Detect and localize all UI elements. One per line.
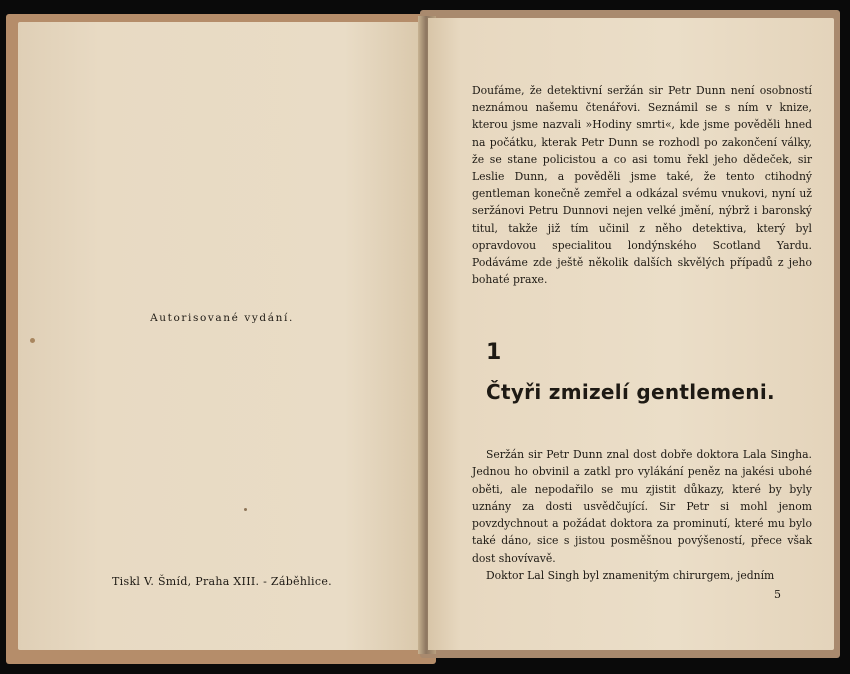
body-paragraph: Seržán sir Petr Dunn znal dost dobře doktora Lala Singha. Jednou ho obvinil a zatkl pro vylákání peněz na jakési ubohé oběti, ale nepodařilo se mu zjistit důkazy, které by byly uznány za dosti usvědčující. Sir Petr si mohl jenom povzdychnout a požádat doktora za prominutí, které mu bylo také dáno, sice s jistou posměšnou povýšeností, přece však dost shovívavě. [472, 448, 812, 565]
chapter-title: Čtyři zmizelí gentlemeni. [486, 380, 775, 404]
intro-paragraph [472, 82, 812, 288]
chapter-body [472, 446, 812, 584]
body-paragraph: Doktor Lal Singh byl znamenitým chirurgem, jedním [486, 569, 775, 583]
right-page [428, 18, 834, 650]
page-spot [244, 508, 247, 511]
printer-note: Tiskl V. Šmíd, Praha XIII. - Záběhlice. [112, 575, 332, 588]
chapter-number: 1 [486, 340, 502, 365]
edition-note: Autorisované vydání. [150, 312, 294, 324]
page-number: 5 [774, 588, 781, 601]
page-spot [30, 338, 35, 343]
intro-text: Doufáme, že detektivní seržán sir Petr Dunn není osobností neznámou našemu čtenářovi. Seznámil se s ním v knize, kterou jsme nazvali »Hodiny smrti«, kde jsme pověděli hned na počátku, kterak Petr Dunn se rozhodl po zakončení války, že se stane policistou a co asi tomu řekl jeho dědeček, sir Leslie Dunn, a pověděli jsme také, že tento ctihodný gentleman konečně zemřel a odkázal svému vnukovi, nyní už seržánovi Petru Dunnovi nejen velké jmění, nýbrž i baronský titul, takže již tím učinil z něho detektiva, který byl opravdovou specialitou londýnského Scotland Yardu. Podáváme zde ještě několik dalších skvělých případů z jeho bohaté praxe. [472, 84, 812, 287]
left-page [18, 22, 426, 650]
